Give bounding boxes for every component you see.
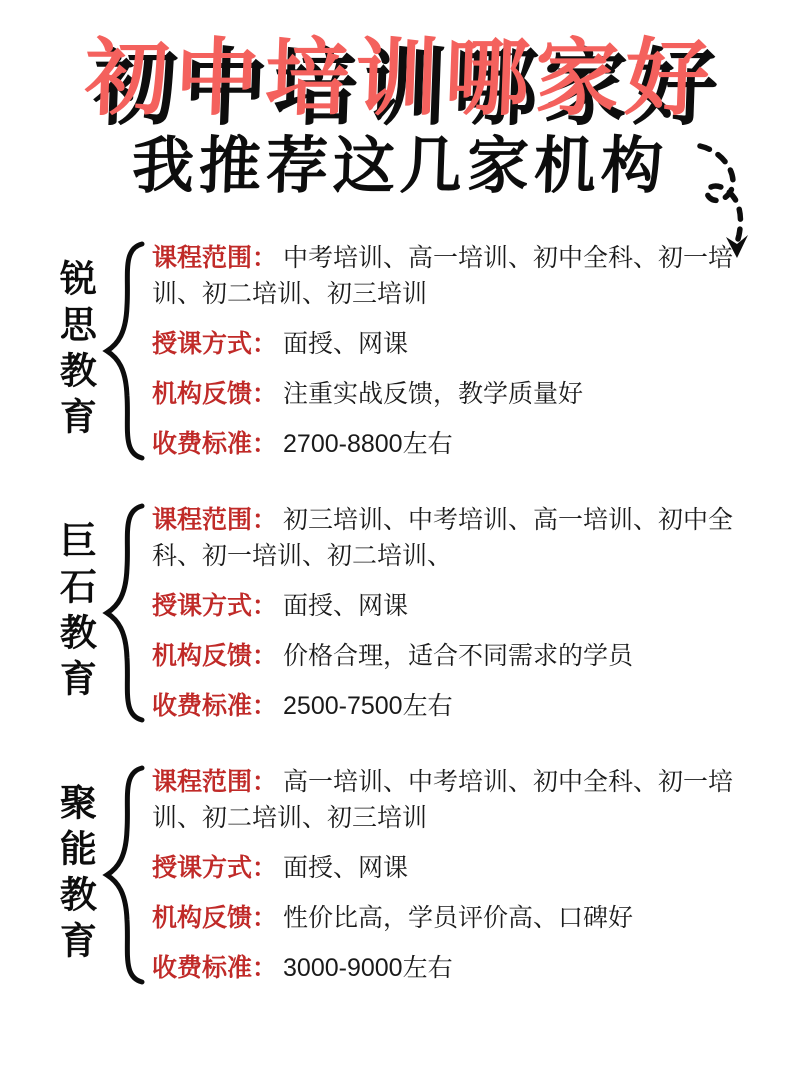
left-curly-brace-icon [102, 502, 148, 724]
info-value: 面授、网课 [283, 853, 409, 882]
info-row [152, 376, 758, 412]
info-row [152, 850, 758, 886]
dashed-curved-down-arrow-icon [688, 134, 790, 262]
info-value: 2700-8800左右 [283, 429, 453, 458]
info-label: 授课方式： [152, 853, 278, 882]
page-title: 初中培训哪家好 [83, 31, 717, 125]
info-label: 收费标准： [152, 429, 278, 458]
info-value: 价格合理，适合不同需求的学员 [283, 641, 634, 670]
info-value: 注重实战反馈，教学质量好 [283, 379, 584, 408]
info-label: 机构反馈： [152, 641, 278, 670]
info-row [152, 588, 758, 624]
info-label: 机构反馈： [152, 903, 278, 932]
institution-section [46, 764, 800, 986]
institution-name: 聚能教育 [54, 782, 96, 967]
info-label: 课程范围： [152, 767, 278, 796]
institution-name: 巨石教育 [54, 520, 96, 705]
info-value: 3000-9000左右 [283, 953, 453, 982]
header [0, 0, 800, 202]
info-value: 2500-7500左右 [283, 691, 453, 720]
info-row [152, 900, 758, 936]
info-value: 性价比高，学员评价高、口碑好 [283, 903, 634, 932]
info-row [152, 638, 758, 674]
info-row [152, 688, 758, 724]
info-row [152, 950, 758, 986]
page-subtitle: 我推荐这几家机构 [130, 131, 670, 201]
info-label: 机构反馈： [152, 379, 278, 408]
info-label: 课程范围： [152, 505, 278, 534]
institution-section [46, 502, 800, 724]
info-row [152, 764, 758, 836]
info-value: 高一培训、中考培训、初中全科、初一培训、初二培训、初三培训 [152, 767, 734, 832]
info-value: 面授、网课 [283, 591, 409, 620]
info-label: 授课方式： [152, 591, 278, 620]
info-row [152, 240, 758, 312]
info-label: 收费标准： [152, 953, 278, 982]
left-curly-brace-icon [102, 240, 148, 462]
info-value: 面授、网课 [283, 329, 409, 358]
info-label: 课程范围： [152, 243, 278, 272]
institution-section [46, 240, 800, 462]
info-row [152, 502, 758, 574]
institution-list [0, 240, 800, 986]
info-row [152, 326, 758, 362]
info-label: 收费标准： [152, 691, 278, 720]
institution-name: 锐思教育 [54, 258, 96, 443]
info-row [152, 426, 758, 462]
info-value: 中考培训、高一培训、初中全科、初一培训、初二培训、初三培训 [152, 243, 734, 308]
info-label: 授课方式： [152, 329, 278, 358]
info-value: 初三培训、中考培训、高一培训、初中全科、初一培训、初二培训、 [152, 505, 734, 570]
left-curly-brace-icon [102, 764, 148, 986]
